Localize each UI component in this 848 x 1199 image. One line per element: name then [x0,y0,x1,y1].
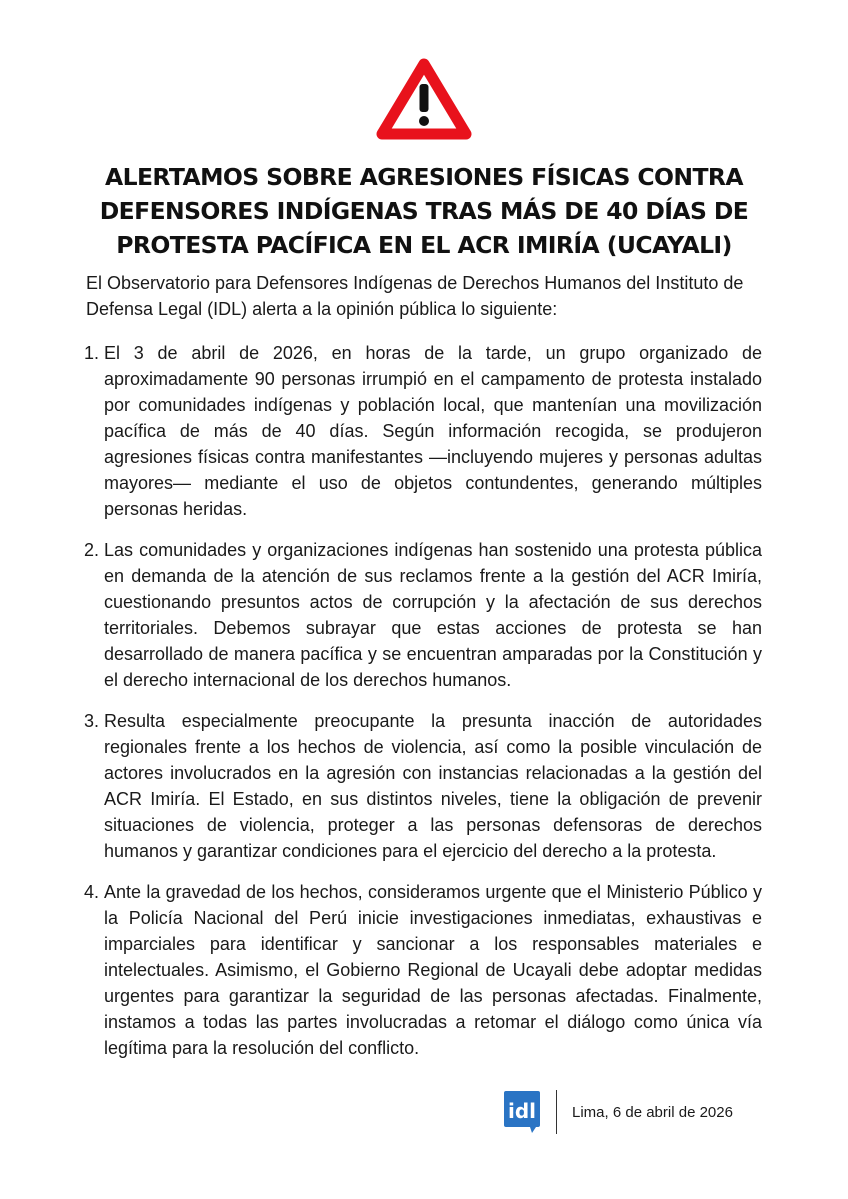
footer-divider [556,1090,557,1134]
list-item-number: 3. [84,711,100,731]
list-item-number: 4. [84,882,100,902]
list-item-text: Resulta especialmente preocupante la presunta inacción de autoridades regionales frente a los hechos de violencia, así como la posible vinculación de actores involucrados en la agresión con instancias relacionadas a la gestión del ACR Imiría. El Estado, en sus distintos niveles, tiene la obligación de prevenir situaciones de violencia, proteger a las personas defensoras de derechos humanos y garantizar condiciones para el ejercicio del derecho a la protesta. [104,711,762,861]
page-title: ALERTAMOS SOBRE AGRESIONES FÍSICAS CONTRA DEFENSORES INDÍGENAS TRAS MÁS DE 40 DÍAS DE PROTESTA PACÍFICA EN EL ACR IMIRÍA (UCAYALI) [99,163,749,259]
list-item [84,537,762,693]
list-item [84,879,762,1061]
warning-triangle-icon [373,55,475,141]
list-item [84,708,762,864]
logo-text: idl [507,1099,537,1123]
footer [504,1090,733,1134]
list-item-text: El 3 de abril de 2026, en horas de la tarde, un grupo organizado de aproximadamente 90 personas irrumpió en el campamento de protesta instalado por comunidades indígenas y población local, que mantenían una movilización pacífica de más de 40 días. Según información recogida, se produjeron agresiones físicas contra manifestantes —incluyendo mujeres y personas adultas mayores— mediante el uso de objetos contundentes, generando múltiples personas heridas. [104,343,762,519]
list-item-number: 1. [84,343,100,363]
place-date: Lima, 6 de abril de 2026 [572,1103,733,1121]
list-item-number: 2. [84,540,100,560]
idl-logo [504,1091,540,1133]
list-item [84,340,762,522]
list-item-text: Ante la gravedad de los hechos, consideramos urgente que el Ministerio Público y la Policía Nacional del Perú inicie investigaciones inmediatas, exhaustivas e imparciales para identificar y sancionar a los responsables materiales e intelectuales. Asimismo, el Gobierno Regional de Ucayali debe adoptar medidas urgentes para garantizar la seguridad de las personas afectadas. Finalmente, instamos a todas las partes involucradas a retomar el diálogo como única vía legítima para la resolución del conflicto. [104,882,762,1058]
statement-list [84,340,762,1076]
intro-paragraph: El Observatorio para Defensores Indígenas de Derechos Humanos del Instituto de Defensa Legal (IDL) alerta a la opinión pública lo siguiente: [86,273,744,319]
list-item-text: Las comunidades y organizaciones indígenas han sostenido una protesta pública en demanda de la atención de sus reclamos frente a la gestión del ACR Imiría, cuestionando presuntos actos de corrupción y la afectación de sus derechos territoriales. Debemos subrayar que estas acciones de protesta se han desarrollado de manera pacífica y se encuentran amparadas por la Constitución y el derecho internacional de los derechos humanos. [104,540,762,690]
